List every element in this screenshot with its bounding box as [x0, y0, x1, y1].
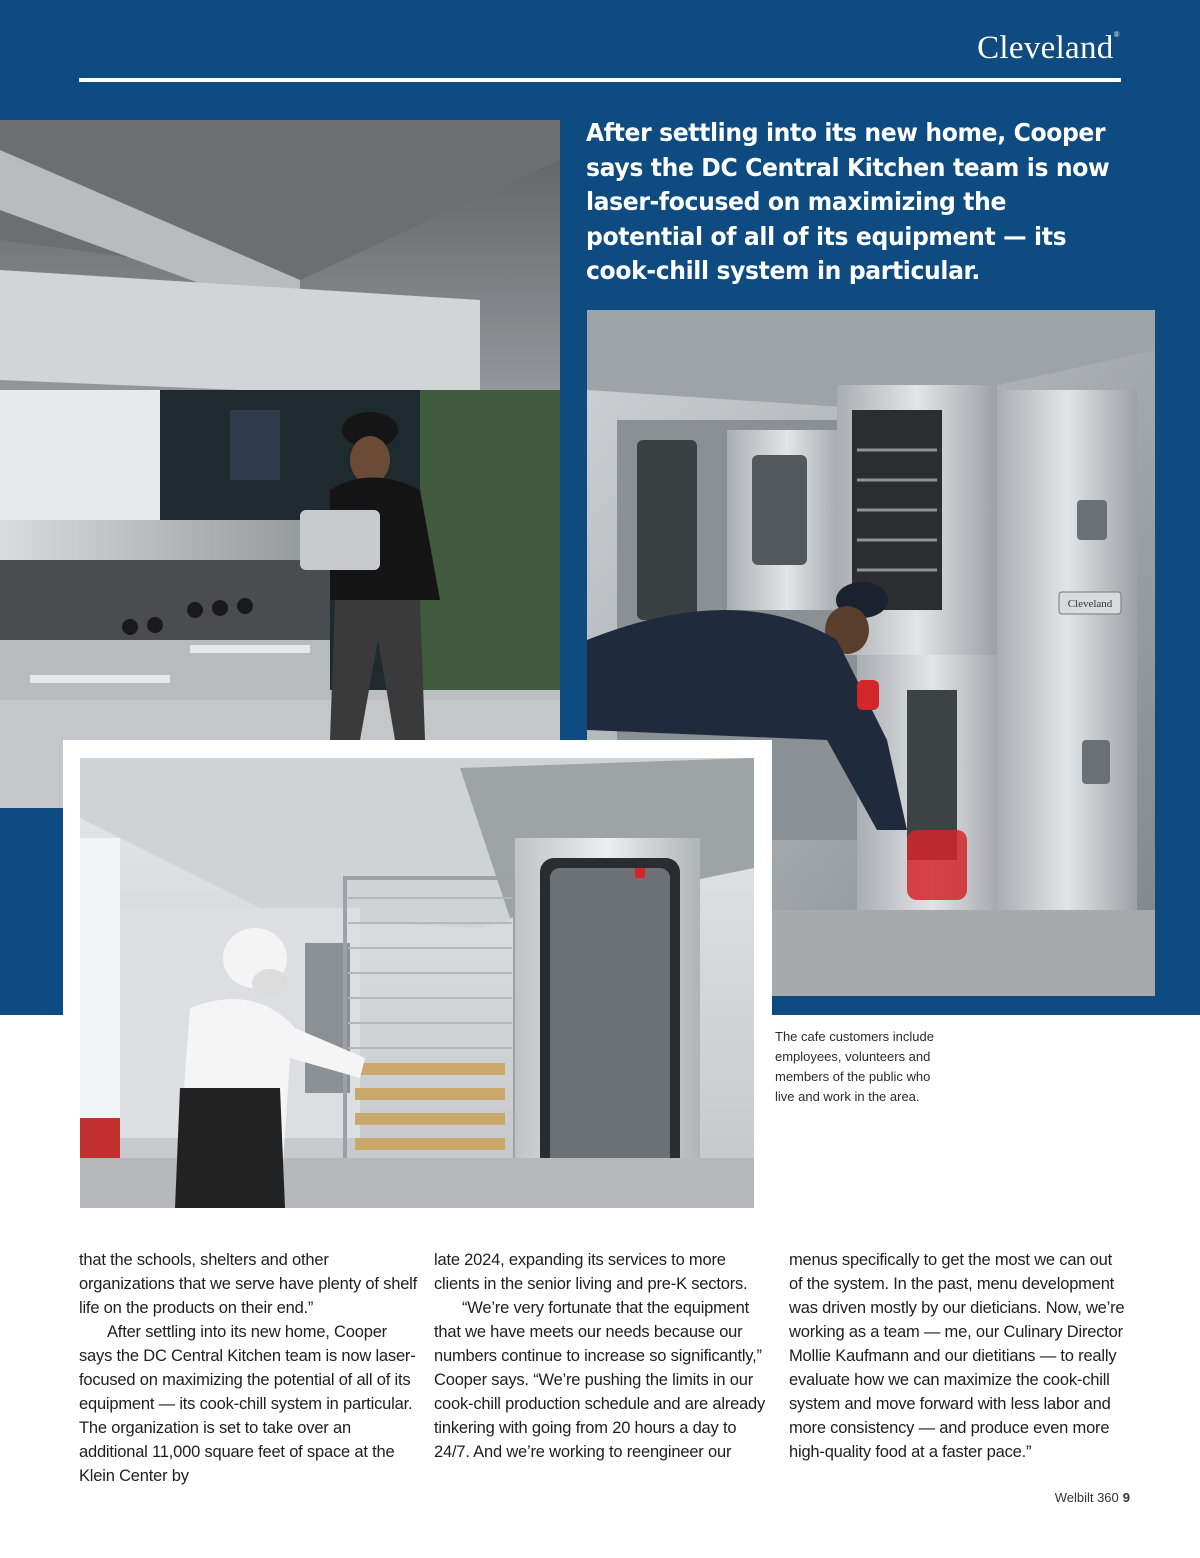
brand-logo: Cleveland® — [977, 30, 1120, 66]
page-footer — [1055, 1490, 1130, 1505]
paragraph: After settling into its new home, Cooper says the DC Central Kitchen team is now laser-focused on maximizing the potential of all of its equipment — its cook-chill system in particular. The organization is set to take over an additional 11,000 square feet of space at the Klein Center by — [79, 1323, 416, 1485]
oven-badge-text: Cleveland — [1067, 598, 1113, 610]
page-number: 9 — [1122, 1490, 1130, 1505]
photo-worker-loading-rack-oven — [80, 758, 754, 1208]
paragraph: “We’re very fortunate that the equipment that we have meets our needs because our numbers continue to increase so significantly,” Cooper says. “We’re pushing the limits in our cook-chill production schedule and are already tinkering with going from 20 hours a day to 24/7. And we’re working to reengineer our — [434, 1299, 766, 1461]
body-column-2 — [434, 1248, 774, 1464]
body-column-1 — [79, 1248, 419, 1488]
header-rule — [79, 78, 1121, 82]
paragraph: that the schools, shelters and other organizations that we serve have plenty of shelf life on the products on their end.” — [79, 1251, 418, 1317]
paragraph: menus specifically to get the most we can out of the system. In the past, menu development was driven mostly by our dieticians. Now, we’re working as a team — me, our Culinary Director Mollie Kaufmann and our dietitians — to really evaluate how we can maximize the cook-chill system and move forward with less labor and more consistency — and produce even more high-quality food at a faster pace.” — [789, 1251, 1125, 1461]
photo-chef-carrying-pot — [0, 120, 560, 808]
paragraph: late 2024, expanding its services to more clients in the senior living and pre-K sectors. — [434, 1251, 748, 1293]
publication-name: Welbilt 360 — [1054, 1490, 1119, 1505]
pull-quote: After settling into its new home, Cooper says the DC Central Kitchen team is now laser-focused on maximizing the potential of all of its equipment — its cook-chill system in particular. — [586, 118, 1110, 285]
photo-caption: The cafe customers include employees, volunteers and members of the public who live and work in the area. — [775, 1029, 934, 1104]
body-column-3 — [789, 1248, 1129, 1464]
